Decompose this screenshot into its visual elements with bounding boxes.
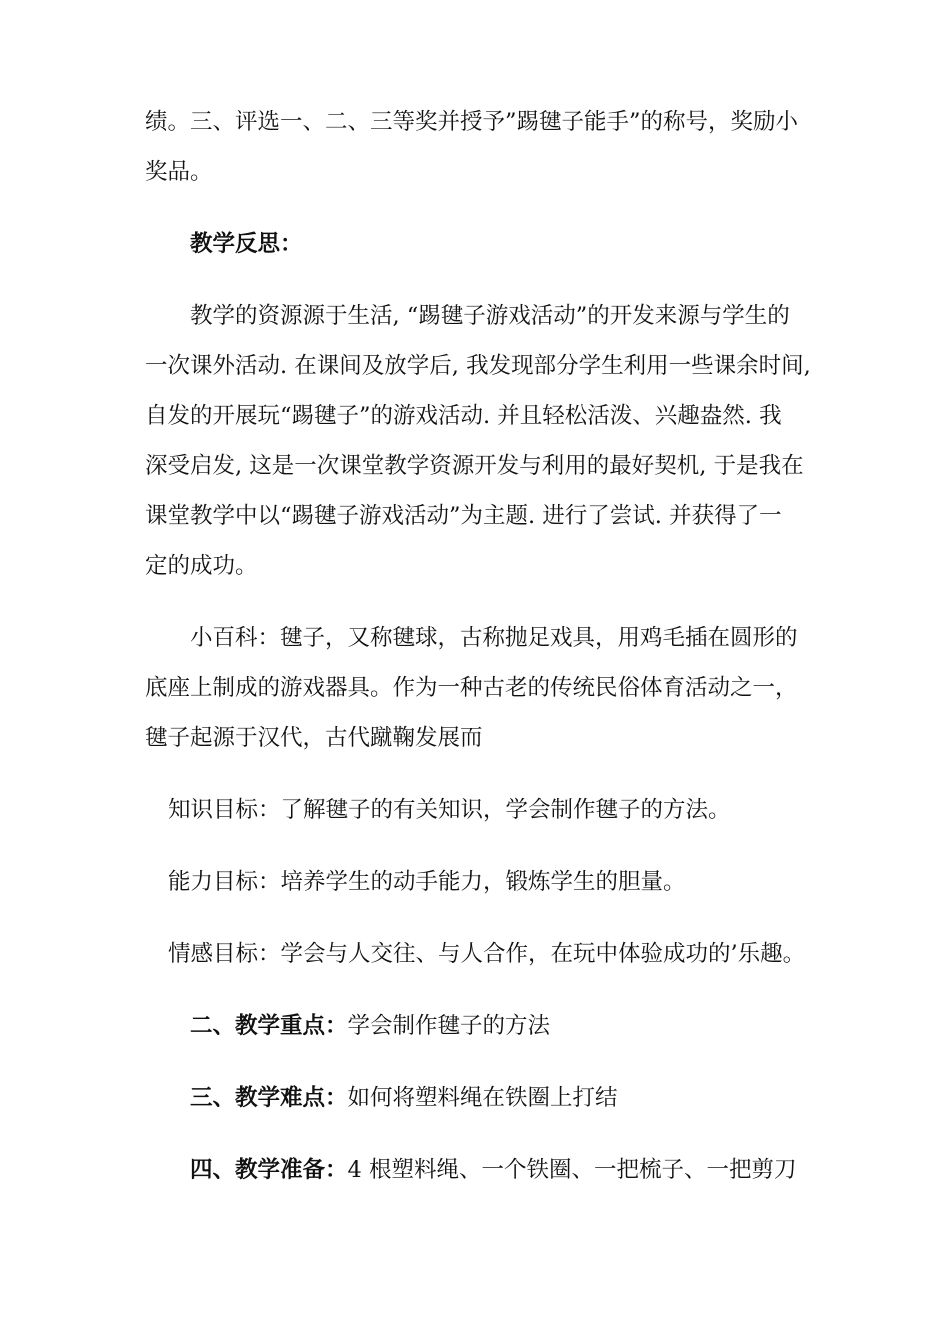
reflection-heading: 教学反思： bbox=[190, 231, 303, 257]
awards-line-2: 奖品。 bbox=[145, 159, 213, 185]
reflection-line-2: 一次课外活动. 在课间及放学后, 我发现部分学生利用一些课余时间, bbox=[145, 353, 811, 379]
ability-goal: 能力目标：培养学生的动手能力，锻炼学生的胆量。 bbox=[168, 869, 686, 895]
reflection-line-1: 教学的资源源于生活, “踢毽子游戏活动”的开发来源与学生的 bbox=[190, 303, 790, 329]
reflection-line-6: 定的成功。 bbox=[145, 553, 258, 579]
key-point bbox=[190, 1011, 550, 1041]
reflection-line-4: 深受启发, 这是一次课堂教学资源开发与利用的最好契机, 于是我在 bbox=[145, 453, 804, 479]
encyclopedia-line-3: 毽子起源于汉代，古代蹴鞠发展而 bbox=[145, 725, 483, 751]
preparation-label: 四、教学准备： bbox=[190, 1157, 348, 1183]
preparation-text: 4 根塑料绳、一个铁圈、一把梳子、一把剪刀 bbox=[347, 1157, 797, 1183]
difficulty bbox=[190, 1083, 618, 1113]
key-point-label: 二、教学重点： bbox=[190, 1013, 348, 1039]
encyclopedia-line-2: 底座上制成的游戏器具。作为一种古老的传统民俗体育活动之一， bbox=[145, 675, 798, 701]
reflection-line-3: 自发的开展玩“踢毽子”的游戏活动. 并且轻松活泼、兴趣盎然. 我 bbox=[145, 403, 782, 429]
reflection-line-5: 课堂教学中以“踢毽子游戏活动”为主题. 进行了尝试. 并获得了一 bbox=[145, 503, 782, 529]
awards-line-1: 绩。三、评选一、二、三等奖并授予”踢毽子能手”的称号，奖励小 bbox=[145, 109, 799, 135]
key-point-text: 学会制作毽子的方法 bbox=[347, 1013, 551, 1039]
emotion-goal: 情感目标：学会与人交往、与人合作，在玩中体验成功的’乐趣。 bbox=[168, 941, 806, 967]
preparation bbox=[190, 1155, 796, 1185]
difficulty-text: 如何将塑料绳在铁圈上打结 bbox=[347, 1085, 618, 1111]
encyclopedia-line-1: 小百科：毽子，又称毽球，古称抛足戏具，用鸡毛插在圆形的 bbox=[190, 625, 798, 651]
knowledge-goal: 知识目标：了解毽子的有关知识，学会制作毽子的方法。 bbox=[168, 797, 731, 823]
difficulty-label: 三、教学难点： bbox=[190, 1085, 348, 1111]
